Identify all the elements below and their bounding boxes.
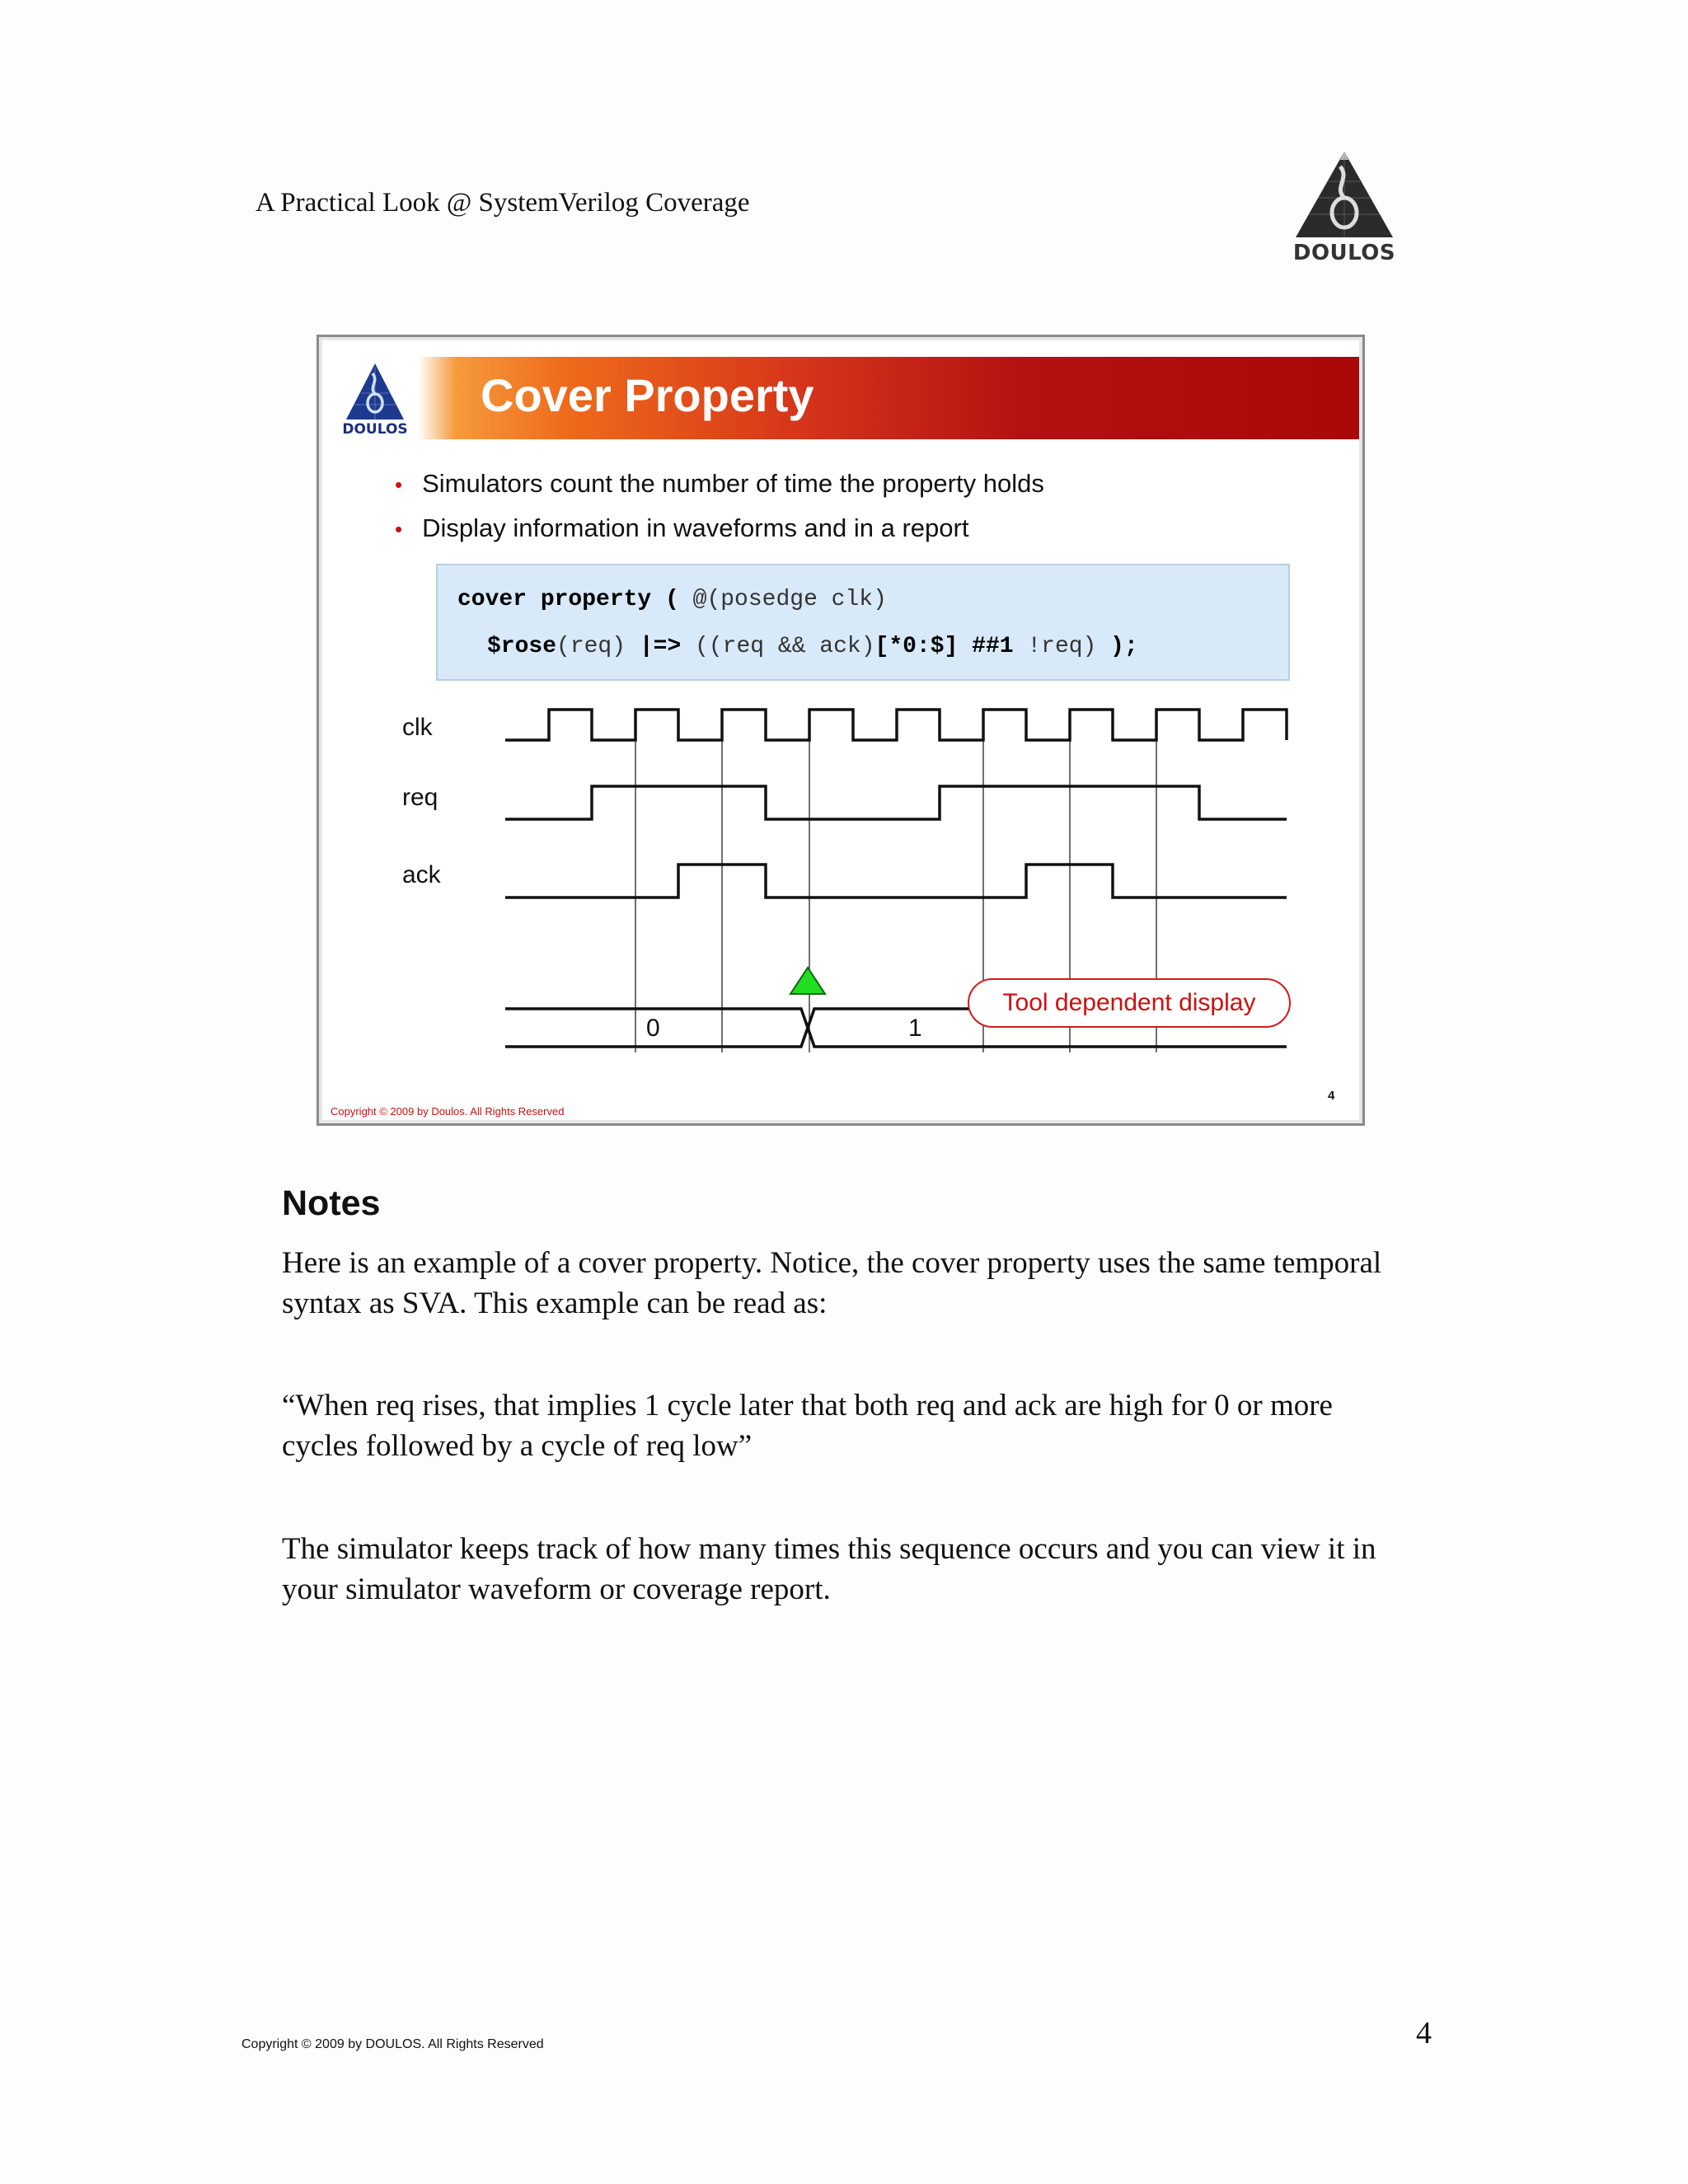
code-keyword: $rose [487,634,557,659]
notes-heading: Notes [282,1183,381,1223]
notes-paragraph: The simulator keeps track of how many times this sequence occurs and you can view it in your simulator waveform or coverage report. [282,1532,1376,1606]
code-keyword: cover property ( [457,587,679,612]
slide-frame [316,335,1365,1126]
tool-dependent-callout: Tool dependent display [968,978,1291,1028]
code-text: @(posedge clk) [678,587,887,612]
bullet-dot-icon: • [395,472,403,497]
slide-title: Cover Property [481,369,814,421]
notes-paragraph: Here is an example of a cover property. Notice, the cover property uses the same temporal syntax as SVA. This example can be read as: [282,1246,1382,1320]
bullet-text: Simulators count the number of time the property holds [422,469,1044,498]
doulos-logo [1292,148,1396,270]
cover-hit-marker-icon [790,968,825,994]
code-keyword: ); [1110,634,1138,659]
code-text: !req) [1013,634,1111,659]
cover-count-value: 0 [646,1015,660,1042]
bullet-text: Display information in waveforms and in a report [422,513,969,542]
ack-waveform [505,865,1287,898]
slide-page-number: 4 [1328,1089,1335,1103]
code-keyword: |=> [639,634,682,659]
doulos-logo-icon [1292,148,1396,241]
signal-label-clk: clk [402,714,433,741]
code-keyword: [*0:$] ##1 [874,634,1014,659]
bullet-dot-icon: • [395,517,403,541]
document-header-title: A Practical Look @ SystemVerilog Coverage [256,188,750,218]
footer-page-number: 4 [1416,2016,1432,2050]
req-waveform [505,786,1287,819]
code-text: (req) [556,634,640,659]
notes-paragraph: “When req rises, that implies 1 cycle later that both req and ack are high for 0 or more cycles followed by a cycle of req low” [282,1389,1333,1463]
signal-label-ack: ack [402,861,441,888]
footer-copyright: Copyright © 2009 by DOULOS. All Rights Reserved [241,2037,544,2051]
doulos-logo-text: DOULOS [1292,241,1396,265]
clk-waveform [505,710,1287,740]
slide-copyright: Copyright © 2009 by Doulos. All Rights Reserved [331,1105,565,1118]
code-text: ((req && ack) [681,634,875,659]
cover-count-value: 1 [908,1015,922,1042]
slide-logo-text: DOULOS [342,421,408,438]
signal-label-req: req [402,784,438,811]
